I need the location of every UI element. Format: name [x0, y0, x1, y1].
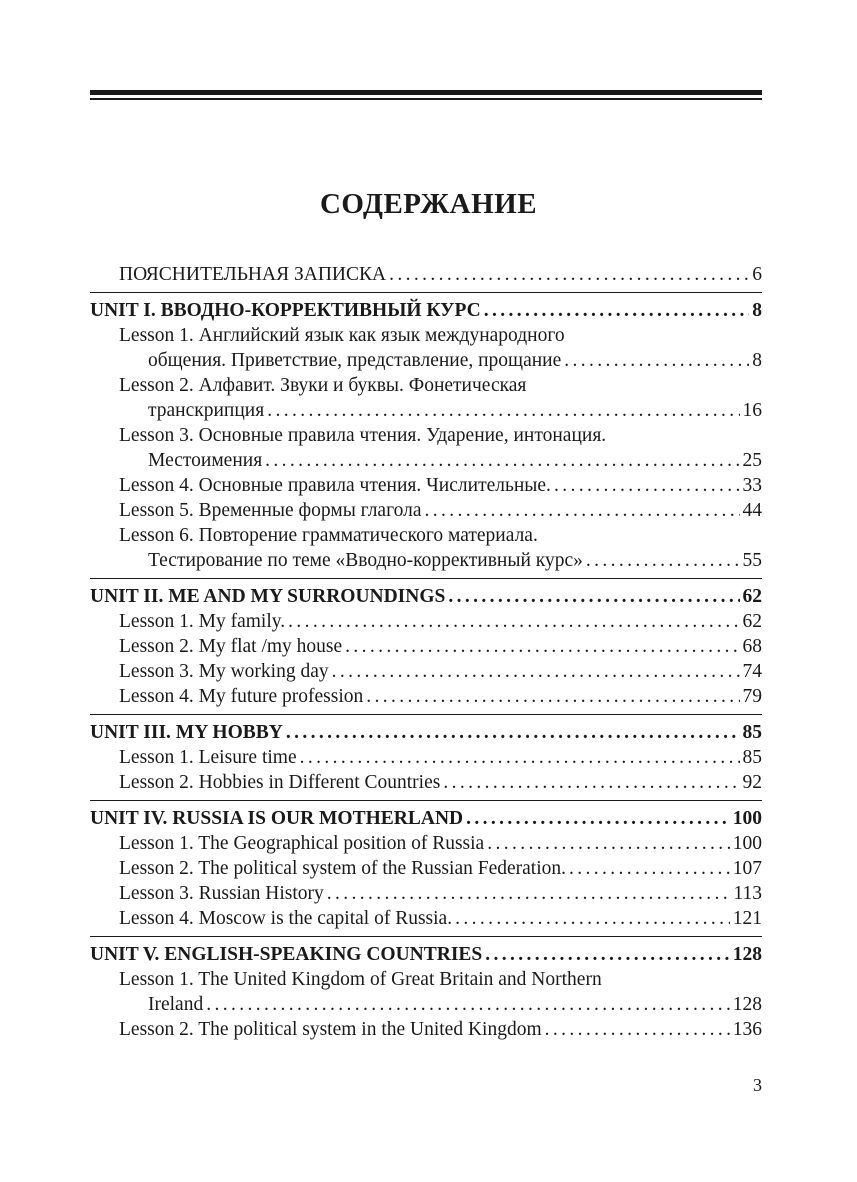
- toc-unit-1-heading[interactable]: UNIT I. ВВОДНО-КОРРЕКТИВНЫЙ КУРС . . . 8: [90, 292, 762, 323]
- toc-unit-2-lesson-4[interactable]: Lesson 4. My future profession . . . 79: [90, 684, 762, 709]
- header-rule-thick: [90, 90, 762, 95]
- toc-unit-2-lesson-2[interactable]: Lesson 2. My flat /my house . . . 68: [90, 634, 762, 659]
- toc-unit-5-lesson-1-line-2[interactable]: Ireland . . . 128: [90, 992, 762, 1017]
- toc-unit-1-lesson-2-line-2[interactable]: транскрипция . . . 16: [90, 398, 762, 423]
- toc-unit-4-lesson-1[interactable]: Lesson 1. The Geographical position of Russia . . . 100: [90, 831, 762, 856]
- toc-unit-1-lesson-1-line-2[interactable]: общения. Приветствие, представление, прощание . . . 8: [90, 348, 762, 373]
- toc-unit-1-lesson-3-line-2[interactable]: Местоимения . . . 25: [90, 448, 762, 473]
- toc-unit-5-lesson-1-line-1[interactable]: Lesson 1. The United Kingdom of Great Britain and Northern: [119, 969, 602, 990]
- toc-unit-4-lesson-4[interactable]: Lesson 4. Moscow is the capital of Russia. . . . 121: [90, 906, 762, 931]
- toc-entry-intro[interactable]: ПОЯСНИТЕЛЬНАЯ ЗАПИСКА . . . 6: [90, 262, 762, 287]
- toc-unit-1-lesson-2-line-1[interactable]: Lesson 2. Алфавит. Звуки и буквы. Фонетическая: [119, 375, 527, 396]
- toc-unit-1-lesson-4[interactable]: Lesson 4. Основные правила чтения. Числительные. . . . 33: [90, 473, 762, 498]
- page-title: СОДЕРЖАНИЕ: [319, 188, 538, 220]
- toc-unit-1-lesson-3-line-1[interactable]: Lesson 3. Основные правила чтения. Ударение, интонация.: [119, 425, 607, 446]
- toc-unit-1-lesson-6-line-2[interactable]: Тестирование по теме «Вводно-коррективный курс» . . . 55: [90, 548, 762, 573]
- header-rule-thin: [90, 98, 762, 100]
- toc-unit-3-lesson-1[interactable]: Lesson 1. Leisure time . . . 85: [90, 745, 762, 770]
- toc-unit-1-lesson-5[interactable]: Lesson 5. Временные формы глагола . . . 44: [90, 498, 762, 523]
- toc-unit-3-heading[interactable]: UNIT III. MY HOBBY . . . 85: [90, 714, 762, 745]
- toc-unit-4-lesson-3[interactable]: Lesson 3. Russian History . . . 113: [90, 881, 762, 906]
- toc-unit-1-lesson-1-line-1[interactable]: Lesson 1. Английский язык как язык международного: [119, 325, 565, 346]
- toc-unit-5-lesson-2[interactable]: Lesson 2. The political system in the United Kingdom . . . 136: [90, 1017, 762, 1042]
- toc-unit-3-lesson-2[interactable]: Lesson 2. Hobbies in Different Countries . . . 92: [90, 770, 762, 795]
- toc-unit-5-heading[interactable]: UNIT V. ENGLISH-SPEAKING COUNTRIES . . . 128: [90, 936, 762, 967]
- page-number: 3: [753, 1075, 762, 1095]
- toc-unit-2-heading[interactable]: UNIT II. ME AND MY SURROUNDINGS . . . 62: [90, 578, 762, 609]
- toc-unit-4-heading[interactable]: UNIT IV. RUSSIA IS OUR MOTHERLAND . . . 100: [90, 800, 762, 831]
- toc-unit-4-lesson-2[interactable]: Lesson 2. The political system of the Russian Federation. . . . 107: [90, 856, 762, 881]
- table-of-contents: [90, 262, 762, 1042]
- toc-unit-2-lesson-1[interactable]: Lesson 1. My family. . . . 62: [90, 609, 762, 634]
- toc-unit-1-lesson-6-line-1[interactable]: Lesson 6. Повторение грамматического материала.: [119, 525, 538, 546]
- toc-unit-2-lesson-3[interactable]: Lesson 3. My working day . . . 74: [90, 659, 762, 684]
